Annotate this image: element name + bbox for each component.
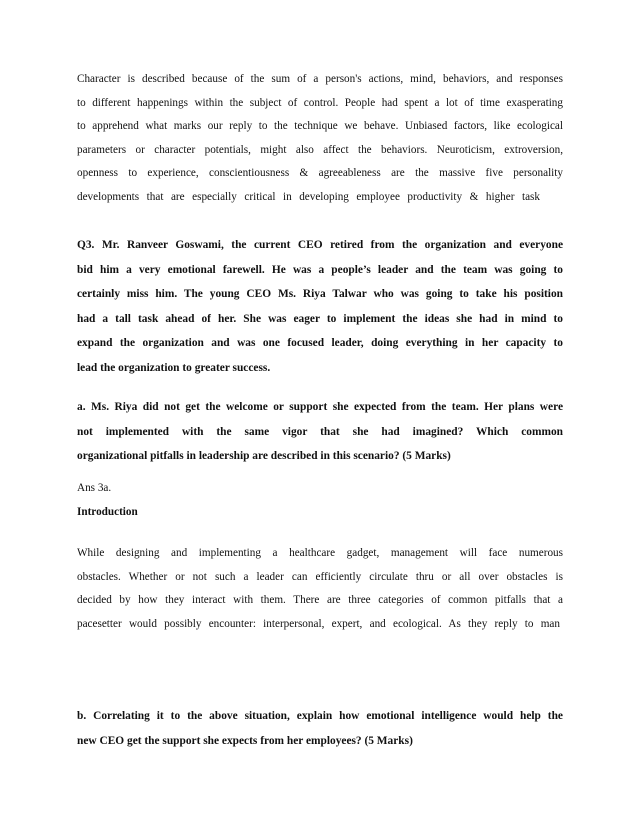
paragraph-line: pacesetter would possibly encounter: interpersonal, expert, and ecological. As they reply to man xyxy=(77,617,560,630)
question-line: lead the organization to greater success. xyxy=(77,361,271,374)
paragraph-line: developments that are especially critical in developing employee productivity & higher task xyxy=(77,190,540,203)
question-line: expand the organization and was one focused leader, doing everything in her capacity to xyxy=(77,337,563,349)
question-line: b. Correlating it to the above situation, explain how emotional intelligence would help the xyxy=(77,710,563,722)
paragraph-line: Character is described because of the sum of a person's actions, mind, behaviors, and responses xyxy=(77,73,563,85)
paragraph-line: openness to experience, conscientiousness & agreeableness are the massive five personality xyxy=(77,167,563,179)
answer-3a-header xyxy=(77,477,563,524)
question-line: certainly miss him. The young CEO Ms. Riya Talwar who was going to take his position xyxy=(77,288,563,300)
paragraph-line: While designing and implementing a healthcare gadget, management will face numerous xyxy=(77,547,563,559)
question-line: organizational pitfalls in leadership are described in this scenario? (5 Marks) xyxy=(77,450,451,462)
question-3a xyxy=(77,395,563,469)
question-line: not implemented with the same vigor that she had imagined? Which common xyxy=(77,425,563,438)
answer-3a-paragraph xyxy=(77,542,563,636)
answer-label: Ans 3a. xyxy=(77,482,112,494)
question-line: new CEO get the support she expects from her employees? (5 Marks) xyxy=(77,734,413,747)
question-line: a. Ms. Riya did not get the welcome or support she expected from the team. Her plans were xyxy=(77,401,563,413)
paragraph-line: parameters or character potentials, might also affect the behaviors. Neuroticism, extroversion, xyxy=(77,143,563,156)
character-paragraph xyxy=(77,68,563,209)
question-3 xyxy=(77,233,563,380)
paragraph-line: to different happenings within the subject of control. People had spent a lot of time exasperating xyxy=(77,96,563,109)
question-line: bid him a very emotional farewell. He was a people’s leader and the team was going to xyxy=(77,263,563,276)
question-line: Q3. Mr. Ranveer Goswami, the current CEO retired from the organization and everyone xyxy=(77,239,563,251)
paragraph-line: to apprehend what marks our reply to the technique we behave. Unbiased factors, like ecological xyxy=(77,120,563,132)
question-line: had a tall task ahead of her. She was eager to implement the ideas she had in mind to xyxy=(77,312,563,325)
question-3b xyxy=(77,704,563,753)
paragraph-line: obstacles. Whether or not such a leader can efficiently circulate thru or all over obstacles is xyxy=(77,570,563,583)
paragraph-line: decided by how they interact with them. There are three categories of common pitfalls that a xyxy=(77,594,563,606)
section-heading: Introduction xyxy=(77,505,138,518)
